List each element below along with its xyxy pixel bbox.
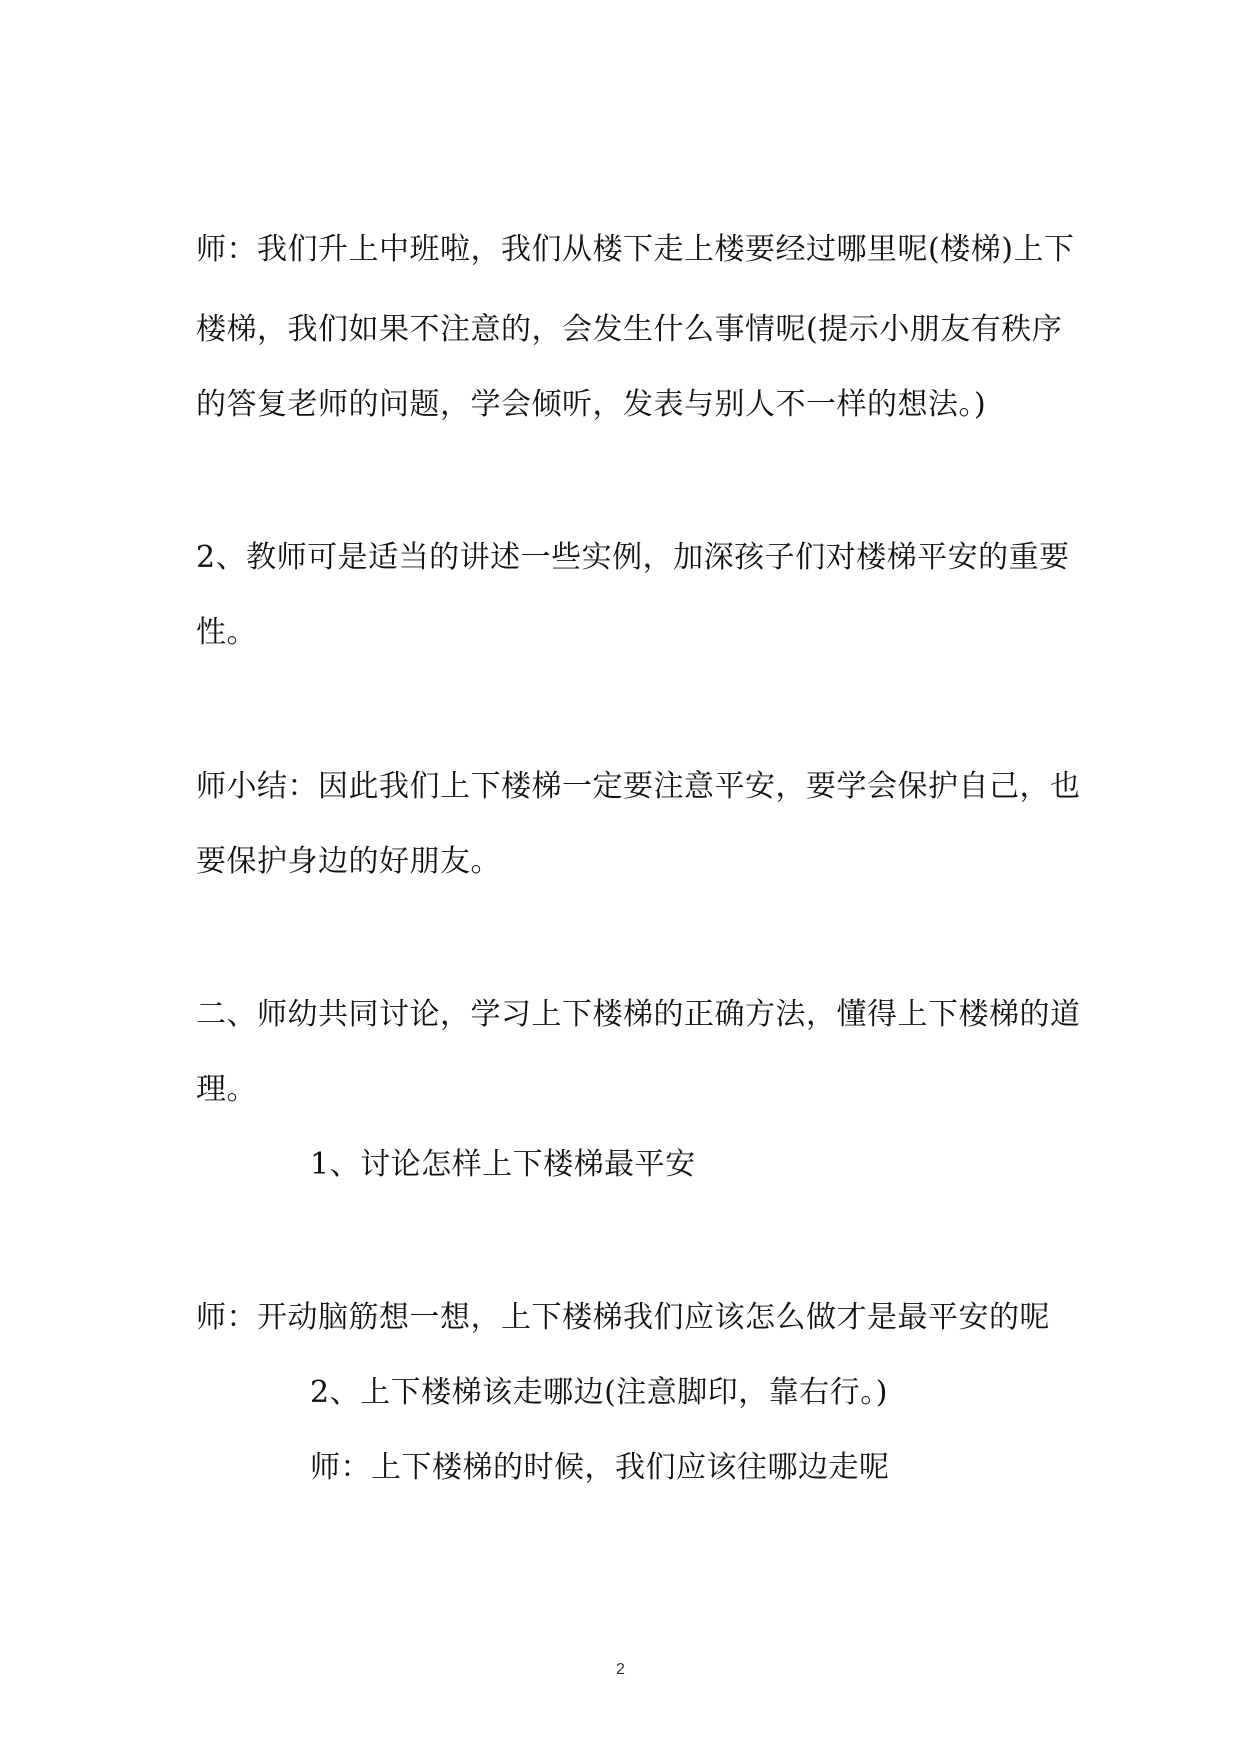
paragraph-line: 师小结：因此我们上下楼梯一定要注意平安，要学会保护自己，也 [196,769,1081,804]
paragraph-line: 性。 [196,615,257,650]
paragraph-line: 师：上下楼梯的时候，我们应该往哪边走呢 [310,1450,890,1485]
subheading-line: 1、讨论怎样上下楼梯最平安 [310,1147,696,1182]
paragraph-line: 师：我们升上中班啦，我们从楼下走上楼要经过哪里呢(楼梯)上下 [196,232,1075,267]
paragraph-line: 楼梯，我们如果不注意的，会发生什么事情呢(提示小朋友有秩序 [196,312,1063,347]
paragraph-line: 2、教师可是适当的讲述一些实例，加深孩子们对楼梯平安的重要 [196,540,1070,575]
paragraph-line: 的答复老师的问题，学会倾听，发表与别人不一样的想法。) [196,387,987,422]
paragraph-line: 师：开动脑筋想一想，上下楼梯我们应该怎么做才是最平安的呢 [196,1300,1050,1335]
page-number: 2 [616,1661,625,1678]
section-heading-line: 理。 [196,1072,257,1107]
section-heading-line: 二、师幼共同讨论，学习上下楼梯的正确方法，懂得上下楼梯的道 [196,997,1081,1032]
subheading-line: 2、上下楼梯该走哪边(注意脚印，靠右行。) [310,1375,888,1410]
paragraph-line: 要保护身边的好朋友。 [196,844,501,879]
